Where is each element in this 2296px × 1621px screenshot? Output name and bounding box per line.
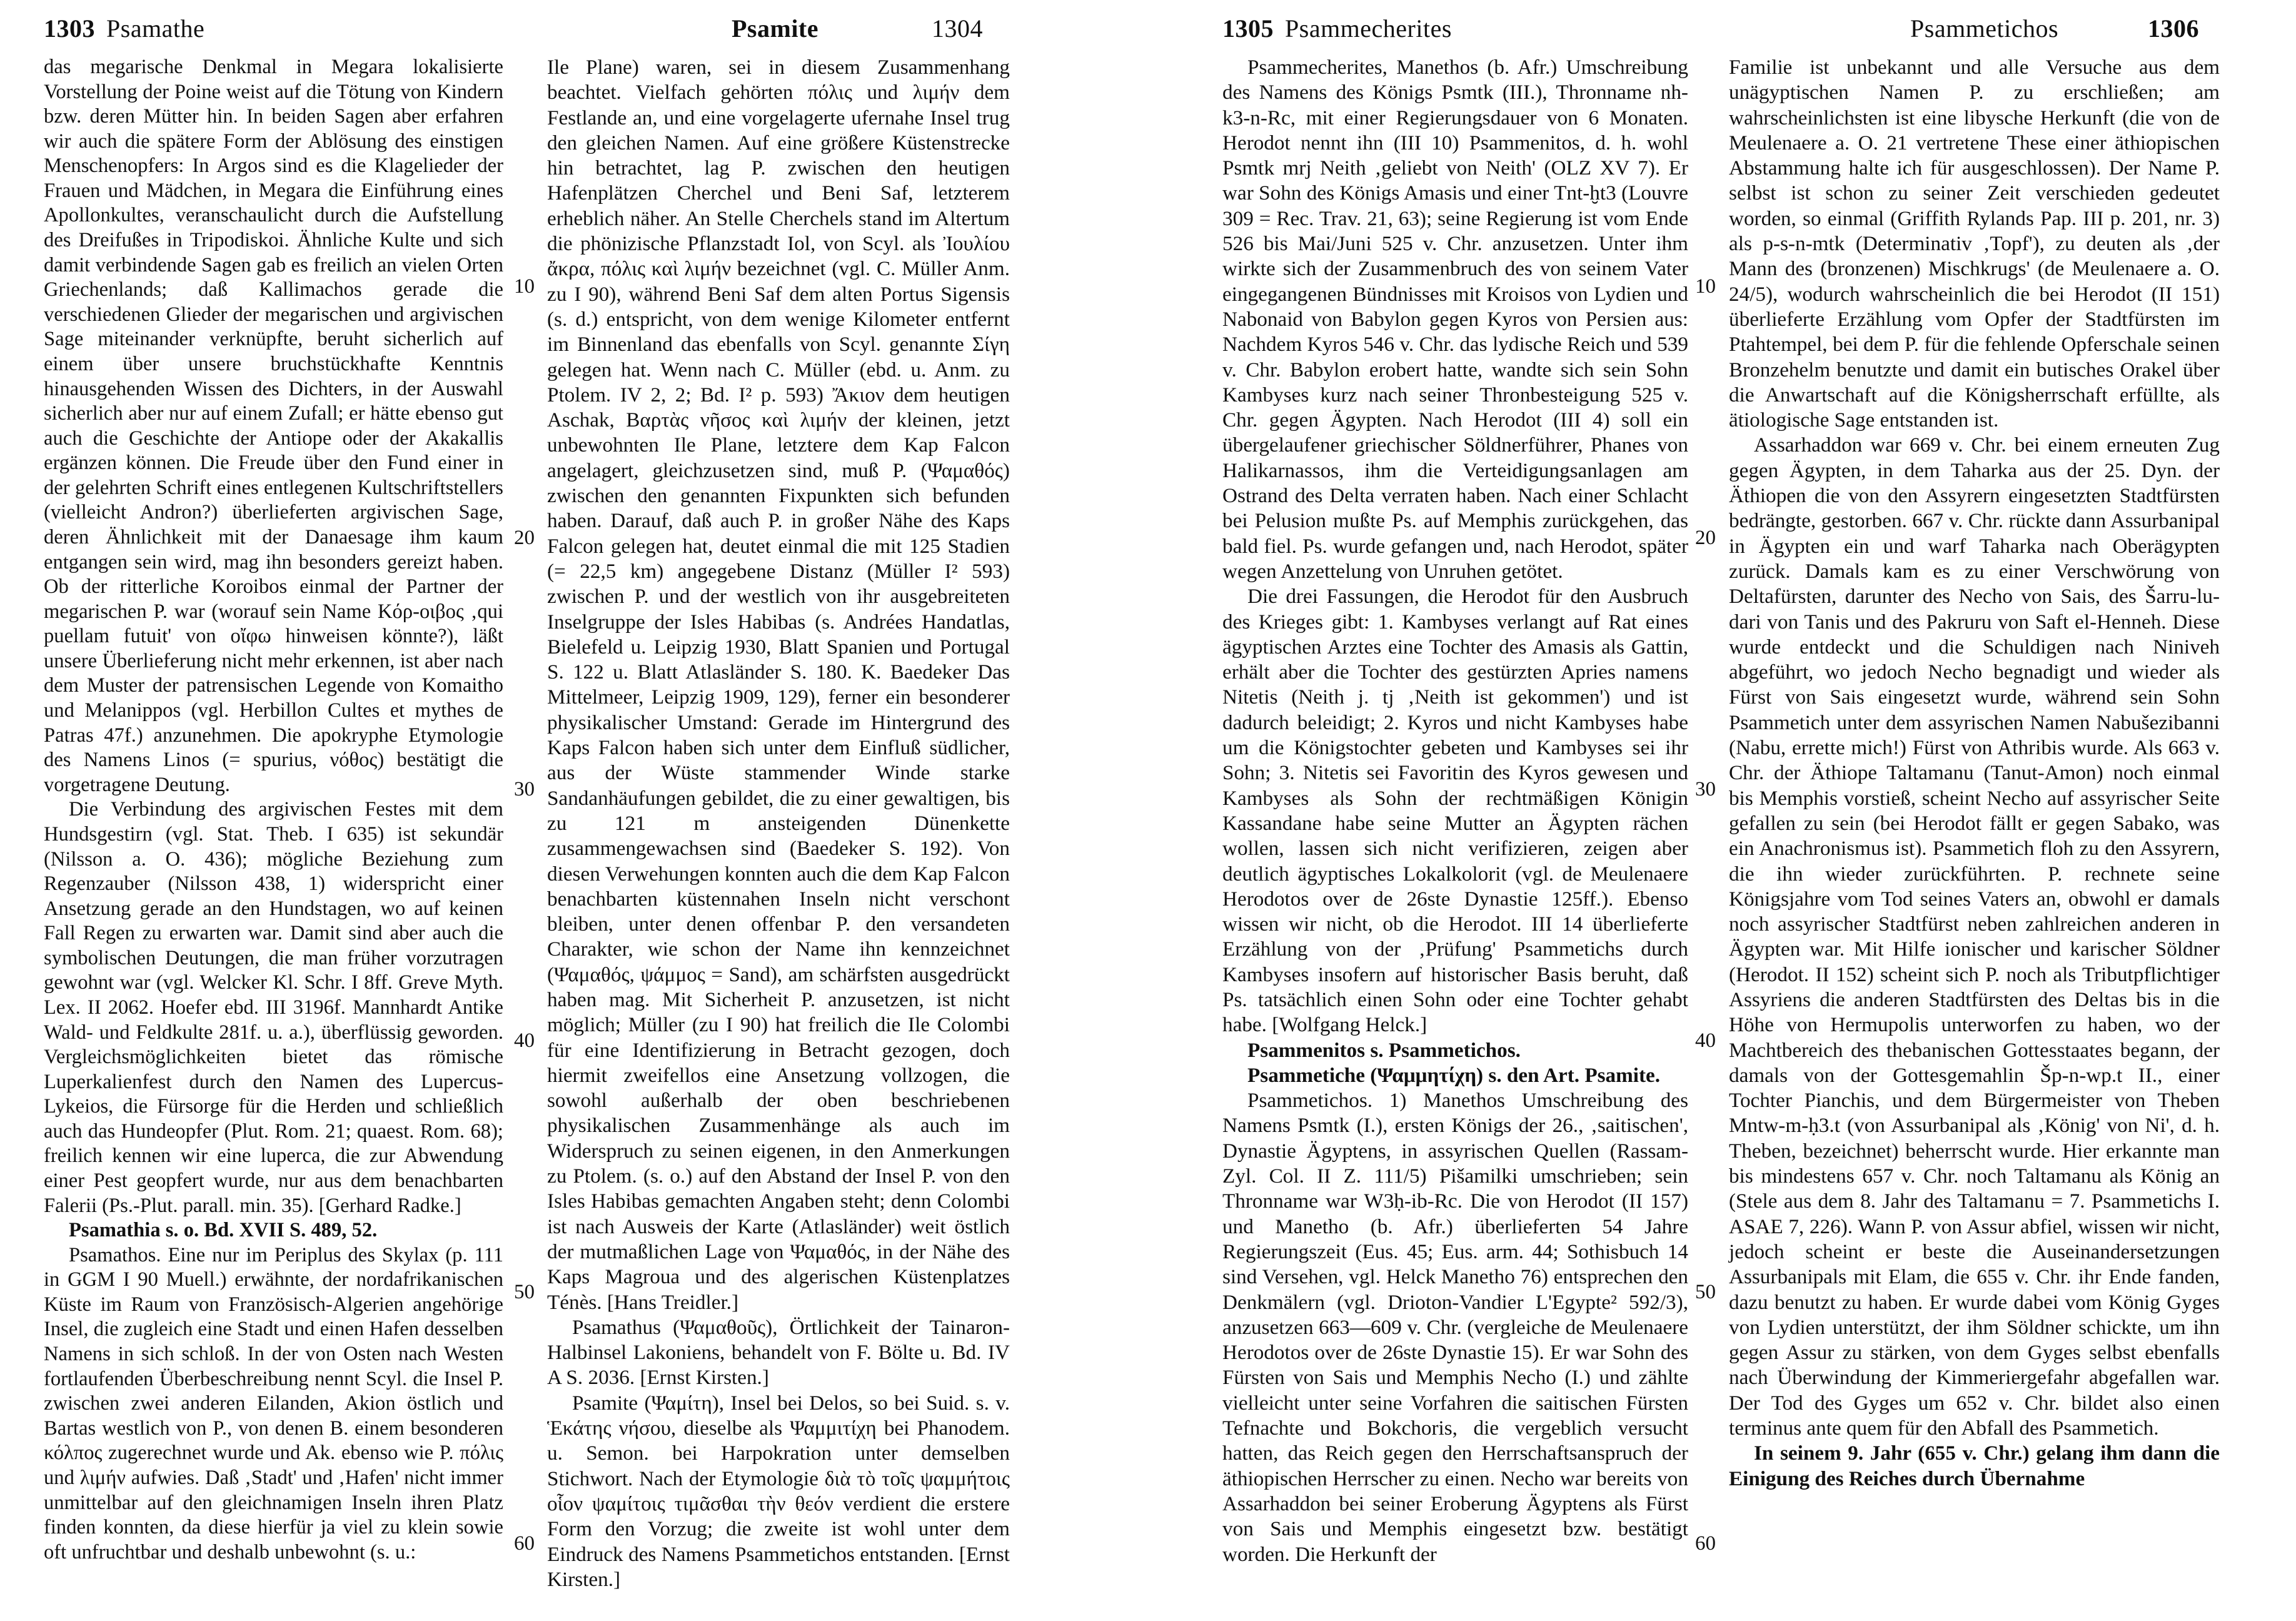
entry-psammecherites: Psammecherites, Manethos (b. Afr.) Umschreibung des Namens des Königs Psmtk (III.), Thronname nh-k3-n-Rc, mit einer Regierungsdauer von 6 Monaten. Herodot nennt ihn (III 10) Psammenitos, d. h. wohl Psmtk mrj Neith ‚geliebt von Neith' (OLZ XV 7). Er war Sohn des Königs Amasis und einer Tnt-ḫt3 (Louvre 309 = Rec. Trav. 21, 63); seine Regierung ist vom Ende 526 bis Mai/Juni 525 v. Chr. anzusetzen. Unter ihm wirkte sich der Zusammenbruch des von seinem Vater eingegangenen Bündnisses mit Kroisos von Lydien und Nabonaid von Babylon gegen Kyros von Persien aus: Nachdem Kyros 546 v. Chr. das lydische Reich und 539 v. Chr. Babylon erobert hatte, wandte sich sein Sohn Kambyses kurz nach seiner Thronbesteigung 525 v. Chr. gegen Ägypten. Nach Herodot (III 4) soll ein übergelaufener griechischer Söldnerführer, Phanes von Halikarnassos, ihm die Verteidigungsanlagen am Ostrand des Delta verraten haben. Nach einer Schlacht bei Pelusion mußte Ps. auf Memphis zurückgehen, das bald fiel. Ps. wurde gefangen und, nach Herodot, später wegen Anzettelung von Unruhen getötet. — [1222, 56, 1688, 583]
entry-psamathus: Psamathus (Ψαμαθοῦς), Örtlichkeit der Tainaron-Halbinsel Lakoniens, behandelt von F. Bölte u. Bd. IV A S. 2036. [Ernst Kirsten.] — [547, 1315, 1010, 1390]
entry-psamite: Psamite (Ψαμίτη), Insel bei Delos, so bei Suid. s. v. Ἑκάτης νήσου, dieselbe als Ψαμμιτίχη bei Phanodem. u. Semon. bei Harpokration unter demselben Stichwort. Nach der Etymologie διὰ τὸ τοῖς ψαμμήτοις οἷον ψαμίτοις τιμᾶσθαι τὴν θεόν verdient die erstere Form den Vorzug; die zweite ist wohl unter dem Eindruck des Namens Psammetichos entstanden. [Ernst Kirsten.] — [547, 1391, 1010, 1591]
header-title-psammetichos: Psammetichos — [1910, 14, 2059, 43]
entry-psammetiche: Psammetiche (Ψαμμητίχη) s. den Art. Psamite. — [1247, 1063, 1661, 1087]
line-number: 10 — [514, 275, 535, 298]
running-header-left — [44, 14, 1019, 45]
column-1306 — [1729, 55, 2220, 1492]
paragraph: In seinem 9. Jahr (655 v. Chr.) gelang ihm dann die Einigung des Reiches durch Übernahme — [1729, 1442, 2220, 1490]
line-number: 40 — [514, 1029, 535, 1052]
left-page — [44, 14, 1019, 1615]
entry-psammenitos: Psammenitos s. Psammetichos. — [1247, 1038, 1521, 1062]
line-number: 50 — [1695, 1281, 1716, 1303]
column-1305 — [1222, 55, 1688, 1567]
line-number: 60 — [1695, 1532, 1716, 1555]
line-number: 60 — [514, 1532, 535, 1555]
line-number: 20 — [1695, 527, 1716, 549]
paragraph: Die drei Fassungen, die Herodot für den Ausbruch des Krieges gibt: 1. Kambyses verlangt auf Rat eines ägyptischen Arztes eine Tochter des Amasis als Gattin, erhält aber die Tochter des gestürzten Apries namens Nitetis (Neith j. tj ‚Neith ist gekommen') und ist dadurch beleidigt; 2. Kyros und nicht Kambyses habe um die Königstochter gebeten und Kambyses sei ihr Sohn; 3. Nitetis sei Favoritin des Kyros gewesen und Kambyses als Sohn der rechtmäßigen Königin Kassandane habe seine Mutter an Ägypten rächen wollen, lassen sich nicht verifizieren, zeigen aber deutlich ägyptisches Lokalkolorit (vgl. de Meulenaere Herodotos over de 26ste Dynastie 125ff.). Ebenso wissen wir nicht, ob die Herodot. III 14 überlieferte Erzählung von der ‚Prüfung' Psammetichs durch Kambyses insofern auf historischer Basis beruht, daß Ps. tatsächlich einen Sohn oder eine Tochter gehabt habe. [Wolfgang Helck.] — [1222, 585, 1688, 1037]
right-page — [1222, 14, 2223, 1615]
paragraph: Familie ist unbekannt und alle Versuche aus dem unägyptischen Namen P. zu erschließen; am wahrscheinlichsten ist eine libysche Herkunft (die von de Meulenaere a. O. 21 vertretene These einer äthiopischen Abstammung halte ich für ausgeschlossen). Der Name P. selbst ist schon zu seiner Zeit verschieden gedeutet worden, so einmal (Griffith Rylands Pap. III p. 201, nr. 3) als p-s-n-mtk (Determinativ ‚Topf'), zu deuten als ‚der Mann des (bronzenen) Mischkrugs' (de Meulenaere a. O. 24/5), wodurch wahrscheinlich die bei Herodot (II 151) überlieferte Erzählung vom Opfer der Stadtfürsten im Ptahtempel, bei dem P. für die fehlende Opferschale seinen Bronzehelm benutzte und damit ein butisches Orakel über die Anwartschaft auf die Königsherrschaft erfüllte, als ätiologische Sage entstanden ist. — [1729, 56, 2220, 432]
entry-psammetichos: Psammetichos. 1) Manethos Umschreibung des Namens Psmtk (I.), ersten Königs der 26., ‚saitischen', Dynastie Ägyptens, in assyrischen Quellen (Rassam-Zyl. Col. II Z. 111/5) Pišamilki umschrieben; sein Thronname war W3ḥ-ib-Rc. Die von Herodot (II 157) und Manetho (b. Afr.) überlieferten 54 Jahre Regierungszeit (Eus. 45; Eus. arm. 44; Sothisbuch 14 sind Versehen, vgl. Helck Manetho 76) entsprechen den Denkmälern (vgl. Drioton-Vandier L'Egypte² 592/3), anzusetzen 663—609 v. Chr. (vergleiche de Meulenaere Herodotos over de 26ste Dynastie 15). Er war Sohn des Fürsten von Sais und Memphis Necho (I.) und zählte vielleicht unter seine Vorfahren die saitischen Fürsten Tefnachte und Bokchoris, die vergeblich versucht hatten, das Reich gegen den Herrschaftsanspruch der äthiopischen Herrscher zu einen. Necho war bereits von Assarhaddon bei seiner Eroberung Ägyptens als Fürst von Sais und Memphis eingesetzt bzw. bestätigt worden. Die Herkunft der — [1222, 1089, 1688, 1566]
running-header-right — [1222, 14, 2223, 45]
page-number-1303: 1303 — [44, 14, 95, 43]
line-number: 40 — [1695, 1029, 1716, 1052]
line-number: 20 — [514, 527, 535, 549]
paragraph: Ile Plane) waren, sei in diesem Zusammenhang beachtet. Vielfach gehörten πόλις und λιμήν dem Festlande an, und eine vorgelagerte ufernahe Insel trug den gleichen Namen. Auf eine größere Küstenstrecke hin betrachtet, lag P. zwischen den heutigen Hafenplätzen Cherchel und Beni Saf, letzterem erheblich näher. An Stelle Cherchels stand im Altertum die phönizische Pflanzstadt Iol, von Scyl. als Ἰουλίου ἄκρα, πόλις καὶ λιμήν bezeichnet (vgl. C. Müller Anm. zu I 90), während Beni Saf dem alten Portus Sigensis (s. d.) entspricht, von dem wenige Kilometer entfernt im Binnenland das ebenfalls von Scyl. genannte Σίγη gelegen hat. Wenn nach C. Müller (ebd. u. Anm. zu Ptolem. IV 2, 2; Bd. I² p. 593) Ἄκιον dem heutigen Aschak, Βαρτὰς νῆσος καὶ λιμήν der kleinen, jetzt unbewohnten Ile Plane, letztere dem Kap Falcon angelagert, gleichzusetzen sind, muß P. (Ψαμαθός) zwischen den genannten Fixpunkten sich befunden haben. Darauf, daß auch P. in großer Nähe des Kaps Falcon gelegen hat, deutet einmal die mit 125 Stadien (= 22,5 km) angegebene Distanz (Müller I² 593) zwischen P. und der westlich von ihr ausgebreiteten Inselgruppe der Isles Habibas (s. Andrées Handatlas, Bielefeld u. Leipzig 1930, Blatt Spanien und Portugal S. 122 u. Blatt Atlasländer S. 180. K. Baedeker Das Mittelmeer, Leipzig 1909, 129), ferner ein besonderer physikalischer Umstand: Gerade im Hintergrund des Kaps Falcon haben sich unter dem Einfluß südlicher, aus der Wüste stammender Winde starke Sandanhäufungen gebildet, die zu einer gewaltigen, bis zu 121 m ansteigenden Dünenkette zusammengewachsen sind (Baedeker S. 192). Von diesen Verwehungen konnten auch die dem Kap Falcon benachbarten küstennahen Inseln nicht verschont bleiben, unter denen offenbar P. den versandeten Charakter, wie schon der Name ihn kennzeichnet (Ψαμαθός, ψάμμος = Sand), am schärfsten ausgedrückt haben mag. Mit Sicherheit P. anzusetzen, ist nicht möglich; Müller (zu I 90) hat freilich die Ile Colombi für eine Identifizierung in Betracht gezogen, doch hiermit zweifellos eine Ansetzung vollzogen, die sowohl außerhalb der oben beschriebenen physikalischen Zusammenhänge als auch im Widerspruch zu seinen eigenen, in den Anmerkungen zu Ptolem. (s. o.) auf den Abstand der Insel P. von den Isles Habibas gemachten Angaben steht; denn Colombi ist nach Ausweis der Karte (Atlasländer) weit östlich der mutmaßlichen Lage von Ψαμαθός, in der Nähe des Kaps Magroua und des algerischen Küstenplatzes Ténès. [Hans Treidler.] — [547, 56, 1010, 1314]
paragraph: das megarische Denkmal in Megara lokalisierte Vorstellung der Poine weist auf die Tötung von Kindern bzw. deren Mütter hin. In beiden Sagen aber erfahren wir auch die spätere Form der Ablösung des einstigen Menschenopfers: In Argos sind es die Klagelieder der Frauen und Mädchen, in Megara die Einführung eines Apollonkultes, veranschaulicht durch die Aufstellung des Dreifußes in Tripodiskoi. Ähnliche Kulte und sich damit verbindende Sagen gab es freilich an vielen Orten Griechenlands; daß Kallimachos gerade die verschiedenen Glieder der megarischen und argivischen Sage miteinander verknüpfte, beruht sicherlich auf einem über unsere bruchstückhafte Kenntnis hinausgehenden Wissen des Dichters, in der Auswahl sicherlich aber nur auf einem Zufall; er hätte ebenso gut auch die Geschichte der Antiope oder der Akakallis ergänzen können. Die Freude über den Fund einer in der gelehrten Schrift eines entlegenen Kultschriftstellers (vielleicht Andron?) überlieferten argivischen Sage, deren Ähnlichkeit mit der Danaesage ihm kaum entgangen sein wird, mag ihn besonders gereizt haben. Ob der ritterliche Koroibos einmal der Partner der megarischen P. war (worauf sein Name Κόρ-οιβος ‚qui puellam futuit' von οἴφω hinweisen könnte?), läßt unsere Überlieferung nicht mehr erkennen, ist aber nach dem Muster der patrensischen Legende von Komaitho und Melanippos (vgl. Herbillon Cultes et mythes de Patras 47f.) anzunehmen. Die apokryphe Etymologie des Namens Linos (= spurius, νόθος) bestätigt die vorgetragene Deutung. — [44, 56, 503, 796]
column-1304 — [547, 55, 1010, 1592]
line-number: 30 — [1695, 778, 1716, 800]
entry-psamathos: Psamathos. Eine nur im Periplus des Skylax (p. 111 in GGM I 90 Muell.) erwähnte, der nordafrikanischen Küste im Raum von Französisch-Algerien angehörige Insel, die zugleich eine Stadt und einen Hafen desselben Namens in sich schloß. In der von Osten nach Westen fortlaufenden Überbeschreibung nennt Scyl. die Insel P. zwischen zwei anderen Eilanden, Akion östlich und Bartas westlich von P., von denen B. einem besonderen κόλπος zugerechnet wurde und Ak. ebenso wie P. πόλις und λιμήν aufwies. Daß ‚Stadt' und ‚Hafen' nicht immer unmittelbar auf den gleichnamigen Inseln ihren Platz finden konnten, da diese hierfür ja viel zu klein sowie oft unfruchtbar und deshalb unbewohnt (s. u.: — [44, 1243, 503, 1563]
page-number-1304: 1304 — [932, 14, 983, 43]
header-title-psamite: Psamite — [732, 14, 819, 43]
line-number: 10 — [1695, 275, 1716, 298]
entry-psamathia: Psamathia s. o. Bd. XVII S. 489, 52. — [69, 1219, 378, 1242]
line-number: 50 — [514, 1281, 535, 1303]
page-number-1305: 1305 — [1222, 14, 1274, 43]
header-title-psammecherites: Psammecherites — [1285, 14, 1452, 43]
column-1303 — [44, 55, 503, 1565]
paragraph: Die Verbindung des argivischen Festes mit dem Hundsgestirn (vgl. Stat. Theb. I 635) ist sekundär (Nilsson a. O. 436); mögliche Beziehung zum Regenzauber (Nilsson 438, 1) widerspricht einer Ansetzung gerade an den Hundstagen, wo auf keinen Fall Regen zu erwarten war. Damit sind aber auch die symbolischen Deutungen, die man früher vorzutragen gewohnt war (vgl. Welcker Kl. Schr. I 8ff. Greve Myth. Lex. II 2062. Hoefer ebd. III 3196f. Mannhardt Antike Wald- und Feldkulte 281f. u. a.), überflüssig geworden. Vergleichsmöglichkeiten bietet das römische Luperkalienfest durch den Namen des Lupercus-Lykeios, die Fürsorge für die Herden und schließlich auch das Hundeopfer (Plut. Rom. 21; quaest. Rom. 68); freilich kennen wir eine luperca, die zur Abwendung einer Pest geopfert wurde, nur aus dem benachbarten Falerii (Ps.-Plut. parall. min. 35). [Gerhard Radke.] — [44, 798, 503, 1217]
header-title-psamathe: Psamathe — [106, 14, 205, 43]
paragraph: Assarhaddon war 669 v. Chr. bei einem erneuten Zug gegen Ägypten, in dem Taharka aus der 25. Dyn. der Äthiopen die von den Assyrern eingesetzten Stadtfürsten bedrängte, gestorben. 667 v. Chr. rückte dann Assurbanipal in Ägypten ein und warf Taharka nach Oberägypten zurück. Damals kam es zu einer Verschwörung von Deltafürsten, darunter des Necho von Sais, des Šarru-lu-dari von Tanis und des Pakruru von Saft el-Henneh. Diese wurde entdeckt und die Schuldigen nach Niniveh abgeführt, wo jedoch Necho begnadigt und wieder als Fürst von Sais eingesetzt wurde, während sein Sohn Psammetich unter dem assyrischen Namen Nabušezibanni (Nabu, errette mich!) Fürst von Athribis wurde. Als 663 v. Chr. der Äthiope Taltamanu (Tanut-Amon) noch einmal bis Memphis vorstieß, scheint Necho auf assyrischer Seite gefallen zu sein (bei Herodot fällt er gegen Sabako, was ein Anachronismus ist). Psammetich floh zu den Assyrern, die ihn wieder zurückführten. P. rechnete seine Königsjahre vom Tod seines Vaters an, obwohl er damals noch assyrischer Stadtfürst neben zahlreichen anderen in Ägypten war. Mit Hilfe ionischer und karischer Söldner (Herodot. II 152) scheint sich P. noch als Tributpflichtiger Assyriens die anderen Stadtfürsten des Deltas bis in die Höhe von Hermupolis unterworfen zu haben, wo der Machtbereich des thebanischen Gottesstaates begann, der damals von der Gottesgemahlin Šp-n-wp.t II., einer Tochter Pianchis, und dem Bürgermeister von Theben Mntw-m-ḥ3.t (von Assurbanipal als ‚König' von Ni', d. h. Theben, bezeichnet) beherrscht wurde. Hier erkannte man bis mindestens 657 v. Chr. noch Taltamanu als König an (Stele aus dem 8. Jahr des Taltamanu = 7. Psammetichs I. ASAE 7, 226). Wann P. von Assur abfiel, wissen wir nicht, jedoch scheint er beste die Auseinandersetzungen Assurbanipals mit Elam, die 655 v. Chr. ihr Ende fanden, dazu benutzt zu haben. Er wurde dabei vom König Gyges von Lydien unterstützt, der ihm Söldner schickte, um ihn gegen Assur zu stärken, von dem Gyges selbst ebenfalls nach Überwindung der Kimmeriergefahr abgefallen war. Der Tod des Gyges um 652 v. Chr. bildet also einen terminus ante quem für den Abfall des Psammetich. — [1729, 433, 2220, 1440]
page-number-1306: 1306 — [2148, 14, 2199, 43]
line-number: 30 — [514, 778, 535, 800]
